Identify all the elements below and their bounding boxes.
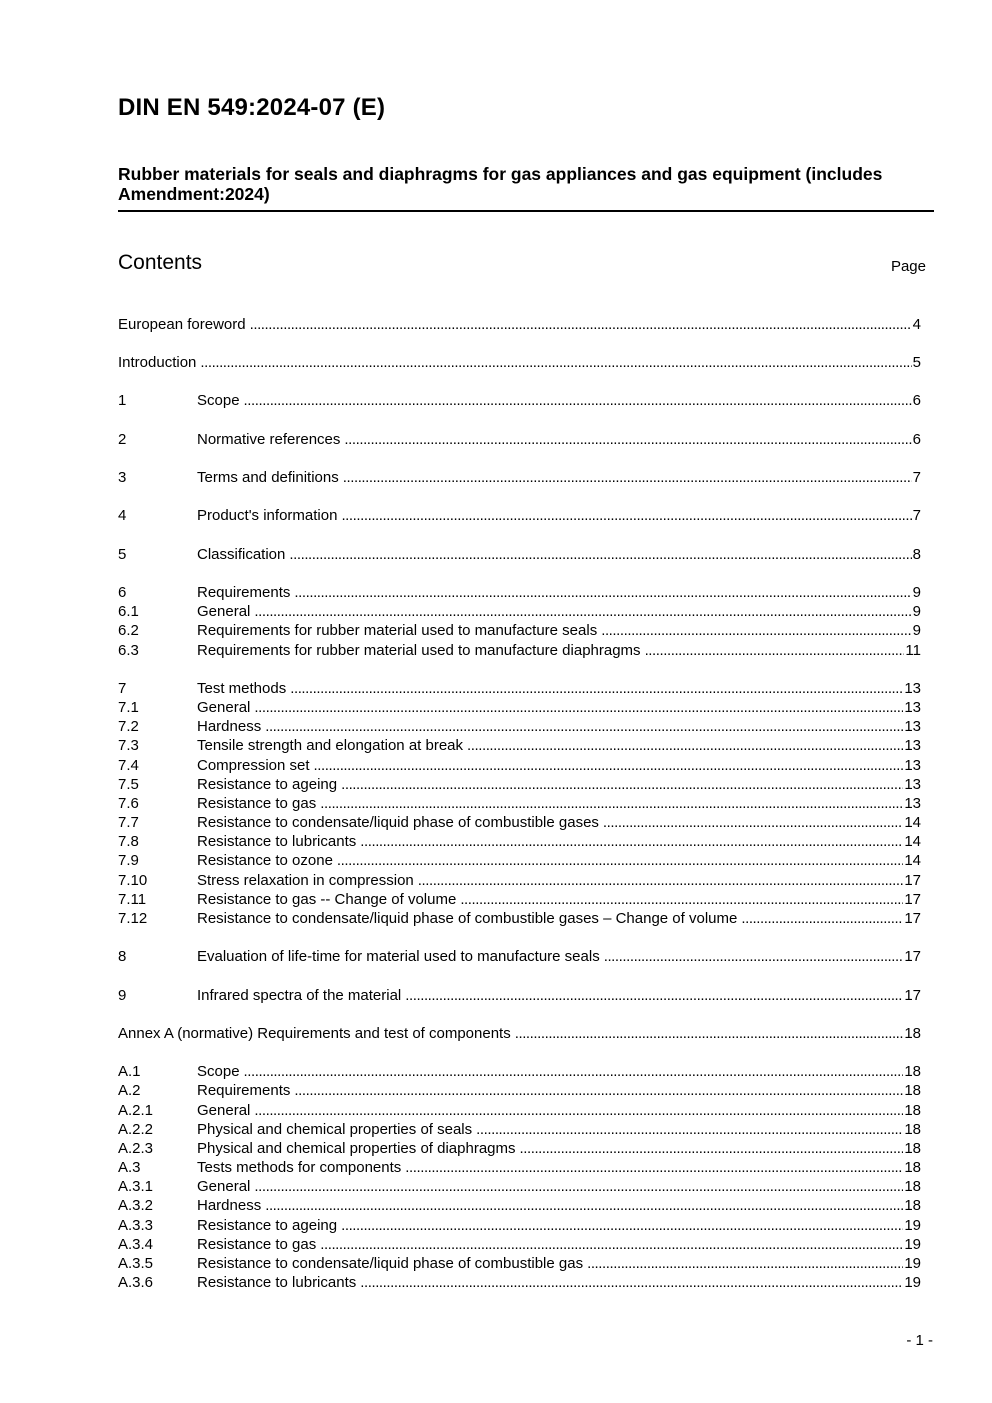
toc-entry[interactable] (118, 583, 921, 603)
toc-dot-leader (467, 736, 903, 756)
toc-entry-page: 17 (904, 872, 921, 889)
toc-entry-number: 7.4 (118, 757, 139, 774)
toc-entry-title: Resistance to lubricants (197, 833, 357, 850)
toc-entry-page: 18 (904, 1121, 921, 1138)
toc-dot-leader (341, 775, 903, 795)
toc-entry-title: Resistance to ozone (197, 852, 333, 869)
toc-entry[interactable] (118, 391, 921, 411)
toc-entry-page: 19 (904, 1236, 921, 1253)
toc-entry-number: 7.7 (118, 814, 139, 831)
toc-entry-title: Resistance to lubricants (197, 1274, 357, 1291)
toc-entry-page: 13 (904, 718, 921, 735)
toc-entry-page: 13 (904, 699, 921, 716)
toc-entry[interactable] (118, 1062, 921, 1082)
toc-entry-page: 18 (904, 1063, 921, 1080)
toc-entry-number: 9 (118, 987, 127, 1004)
toc-dot-leader (460, 890, 903, 910)
toc-entry-page: 17 (904, 910, 921, 927)
toc-entry-page: 14 (904, 852, 921, 869)
toc-entry-number: 6 (118, 584, 127, 601)
toc-entry-page: 18 (904, 1197, 921, 1214)
toc-entry[interactable] (118, 468, 921, 488)
toc-entry-page: 13 (904, 776, 921, 793)
toc-entry-page: 18 (904, 1140, 921, 1157)
toc-entry-number: 7.11 (118, 891, 147, 908)
toc-entry-title: General (197, 699, 251, 716)
toc-dot-leader (294, 583, 911, 603)
toc-entry-page: 19 (904, 1255, 921, 1272)
toc-entry-number: 7.3 (118, 737, 139, 754)
toc-entry-number: 7.12 (118, 910, 148, 927)
toc-entry[interactable] (118, 947, 921, 967)
toc-entry-number: A.1 (118, 1063, 141, 1080)
toc-entry-page: 9 (912, 603, 921, 620)
toc-dot-leader (341, 1216, 903, 1236)
toc-entry-title: General (197, 603, 251, 620)
toc-entry-number: 7.2 (118, 718, 139, 735)
toc-entry[interactable] (118, 1158, 921, 1178)
toc-dot-leader (254, 1177, 903, 1197)
toc-dot-leader (360, 1273, 903, 1293)
toc-entry-number: A.2.3 (118, 1140, 154, 1157)
toc-dot-leader (265, 717, 903, 737)
toc-entry-title: Resistance to gas (197, 1236, 317, 1253)
toc-entry-number: 1 (118, 392, 127, 409)
toc-dot-leader (244, 1062, 904, 1082)
toc-entry-number: 6.3 (118, 642, 139, 659)
toc-entry[interactable] (118, 890, 921, 910)
toc-entry-title: Annex A (normative) Requirements and test of components (118, 1025, 511, 1042)
toc-entry[interactable] (118, 1081, 921, 1101)
toc-entry-page: 18 (904, 1178, 921, 1195)
toc-entry-page: 17 (904, 987, 921, 1004)
toc-dot-leader (601, 621, 911, 641)
toc-entry[interactable] (118, 1235, 921, 1255)
toc-entry[interactable] (118, 353, 921, 373)
toc-entry[interactable] (118, 1120, 921, 1140)
toc-entry-number: 6.2 (118, 622, 139, 639)
toc-entry-number: 7.5 (118, 776, 139, 793)
toc-entry[interactable] (118, 1196, 921, 1216)
toc-entry-number: 2 (118, 431, 127, 448)
toc-entry-title: Tensile strength and elongation at break (197, 737, 464, 754)
toc-entry-page: 13 (904, 795, 921, 812)
toc-entry[interactable] (118, 909, 921, 929)
toc-dot-leader (254, 1101, 903, 1121)
toc-entry[interactable] (118, 679, 921, 699)
toc-entry[interactable] (118, 602, 921, 622)
toc-entry-page: 18 (904, 1159, 921, 1176)
toc-dot-leader (603, 813, 903, 833)
toc-entry[interactable] (118, 1216, 921, 1236)
toc-entry-page: 18 (904, 1082, 921, 1099)
toc-entry-title: Resistance to condensate/liquid phase of combustible gases (197, 814, 599, 831)
toc-entry-number: 7.6 (118, 795, 139, 812)
toc-entry[interactable] (118, 545, 921, 565)
toc-entry-title: Introduction (118, 354, 197, 371)
toc-entry-title: Tests methods for components (197, 1159, 402, 1176)
toc-entry-title: Resistance to condensate/liquid phase of combustible gases – Change of volume (197, 910, 738, 927)
toc-entry[interactable] (118, 621, 921, 641)
toc-entry-page: 6 (912, 392, 921, 409)
toc-entry-title: Compression set (197, 757, 310, 774)
toc-dot-leader (418, 871, 904, 891)
toc-entry[interactable] (118, 756, 921, 776)
toc-entry-title: European foreword (118, 316, 246, 333)
toc-entry-page: 13 (904, 737, 921, 754)
toc-dot-leader (476, 1120, 903, 1140)
toc-dot-leader (344, 430, 911, 450)
toc-dot-leader (341, 506, 911, 526)
toc-entry-title: Product's information (197, 507, 338, 524)
toc-entry-number: A.3.5 (118, 1255, 154, 1272)
toc-entry[interactable] (118, 315, 921, 335)
toc-entry-page: 18 (904, 1102, 921, 1119)
toc-dot-leader (587, 1254, 903, 1274)
toc-dot-leader (515, 1024, 904, 1044)
toc-entry-number: A.2 (118, 1082, 141, 1099)
toc-entry-number: 7 (118, 680, 127, 697)
toc-entry-title: Scope (197, 392, 240, 409)
toc-entry-title: Terms and definitions (197, 469, 339, 486)
toc-entry-number: A.3.2 (118, 1197, 154, 1214)
toc-entry-title: Hardness (197, 1197, 262, 1214)
toc-entry[interactable] (118, 641, 921, 661)
toc-dot-leader (320, 1235, 903, 1255)
document-title: Rubber materials for seals and diaphragms for gas appliances and gas equipment (includes Amendment:2024) (118, 164, 883, 204)
toc-entry-title: General (197, 1178, 251, 1195)
toc-dot-leader (360, 832, 903, 852)
toc-entry-number: 4 (118, 507, 127, 524)
toc-entry-title: General (197, 1102, 251, 1119)
toc-entry-number: 7.9 (118, 852, 139, 869)
toc-entry-title: Stress relaxation in compression (197, 872, 414, 889)
toc-entry-number: A.3.1 (118, 1178, 154, 1195)
toc-entry[interactable] (118, 775, 921, 795)
toc-dot-leader (337, 851, 903, 871)
toc-entry-page: 13 (904, 757, 921, 774)
contents-heading: Contents (118, 251, 203, 274)
table-of-contents (118, 0, 921, 1403)
toc-entry-page: 14 (904, 814, 921, 831)
toc-dot-leader (289, 545, 911, 565)
toc-entry-number: A.2.1 (118, 1102, 154, 1119)
toc-dot-leader (265, 1196, 903, 1216)
toc-entry[interactable] (118, 832, 921, 852)
toc-entry-page: 8 (912, 546, 921, 563)
toc-dot-leader (244, 391, 912, 411)
toc-entry-number: 8 (118, 948, 127, 965)
toc-dot-leader (520, 1139, 904, 1159)
toc-entry-title: Physical and chemical properties of seals (197, 1121, 473, 1138)
toc-entry-page: 13 (904, 680, 921, 697)
toc-dot-leader (604, 947, 904, 967)
toc-dot-leader (200, 353, 911, 373)
toc-entry-number: A.3.4 (118, 1236, 154, 1253)
toc-dot-leader (645, 641, 905, 661)
toc-entry-page: 14 (904, 833, 921, 850)
toc-entry[interactable] (118, 1139, 921, 1159)
document-id: DIN EN 549:2024-07 (E) (118, 94, 386, 121)
toc-entry-title: Normative references (197, 431, 341, 448)
toc-entry-page: 19 (904, 1217, 921, 1234)
toc-entry-title: Resistance to gas -- Change of volume (197, 891, 457, 908)
toc-entry[interactable] (118, 1024, 921, 1044)
toc-entry-page: 7 (912, 469, 921, 486)
toc-entry-number: 7.10 (118, 872, 148, 889)
toc-entry-number: A.3 (118, 1159, 141, 1176)
toc-dot-leader (294, 1081, 903, 1101)
toc-entry-number: 5 (118, 546, 127, 563)
toc-entry-title: Requirements for rubber material used to manufacture diaphragms (197, 642, 641, 659)
toc-entry[interactable] (118, 1254, 921, 1274)
toc-entry-number: A.3.3 (118, 1217, 154, 1234)
toc-entry-title: Resistance to gas (197, 795, 317, 812)
toc-dot-leader (250, 315, 912, 335)
toc-entry-title: Physical and chemical properties of diaphragms (197, 1140, 516, 1157)
toc-entry[interactable] (118, 1101, 921, 1121)
toc-entry[interactable] (118, 1177, 921, 1197)
toc-entry-page: 6 (912, 431, 921, 448)
toc-entry[interactable] (118, 717, 921, 737)
toc-entry-page: 4 (912, 316, 921, 333)
toc-entry-number: 7.8 (118, 833, 139, 850)
toc-dot-leader (320, 794, 903, 814)
toc-entry[interactable] (118, 813, 921, 833)
toc-entry-number: A.2.2 (118, 1121, 154, 1138)
toc-dot-leader (254, 698, 903, 718)
toc-entry-title: Hardness (197, 718, 262, 735)
toc-entry-page: 17 (904, 891, 921, 908)
page-number: - 1 - (906, 1332, 933, 1349)
toc-entry-page: 19 (904, 1274, 921, 1291)
toc-entry-title: Resistance to ageing (197, 1217, 338, 1234)
toc-entry-title: Resistance to condensate/liquid phase of combustible gas (197, 1255, 584, 1272)
toc-entry-title: Infrared spectra of the material (197, 987, 402, 1004)
toc-dot-leader (290, 679, 903, 699)
toc-entry-title: Test methods (197, 680, 287, 697)
toc-entry-page: 11 (905, 642, 921, 659)
toc-entry[interactable] (118, 506, 921, 526)
page-column-label: Page (890, 258, 926, 275)
toc-entry[interactable] (118, 871, 921, 891)
toc-entry-page: 5 (912, 354, 921, 371)
toc-entry-page: 9 (912, 584, 921, 601)
toc-entry[interactable] (118, 698, 921, 718)
toc-entry-title: Classification (197, 546, 286, 563)
toc-entry[interactable] (118, 851, 921, 871)
toc-entry-number: 7.1 (118, 699, 139, 716)
toc-entry[interactable] (118, 1273, 921, 1293)
toc-entry[interactable] (118, 736, 921, 756)
toc-entry[interactable] (118, 430, 921, 450)
toc-entry[interactable] (118, 986, 921, 1006)
toc-entry-title: Requirements for rubber material used to manufacture seals (197, 622, 598, 639)
toc-dot-leader (405, 1158, 903, 1178)
toc-entry-title: Resistance to ageing (197, 776, 338, 793)
toc-entry-page: 18 (904, 1025, 921, 1042)
toc-dot-leader (254, 602, 911, 622)
toc-dot-leader (741, 909, 903, 929)
toc-entry-title: Scope (197, 1063, 240, 1080)
toc-entry-number: 3 (118, 469, 127, 486)
toc-dot-leader (405, 986, 903, 1006)
toc-entry-number: 6.1 (118, 603, 139, 620)
toc-entry[interactable] (118, 794, 921, 814)
toc-dot-leader (314, 756, 904, 776)
toc-entry-page: 9 (912, 622, 921, 639)
toc-dot-leader (343, 468, 912, 488)
toc-entry-title: Requirements (197, 584, 291, 601)
toc-entry-title: Requirements (197, 1082, 291, 1099)
toc-entry-page: 17 (904, 948, 921, 965)
toc-entry-page: 7 (912, 507, 921, 524)
toc-entry-number: A.3.6 (118, 1274, 154, 1291)
toc-entry-title: Evaluation of life-time for material used to manufacture seals (197, 948, 600, 965)
